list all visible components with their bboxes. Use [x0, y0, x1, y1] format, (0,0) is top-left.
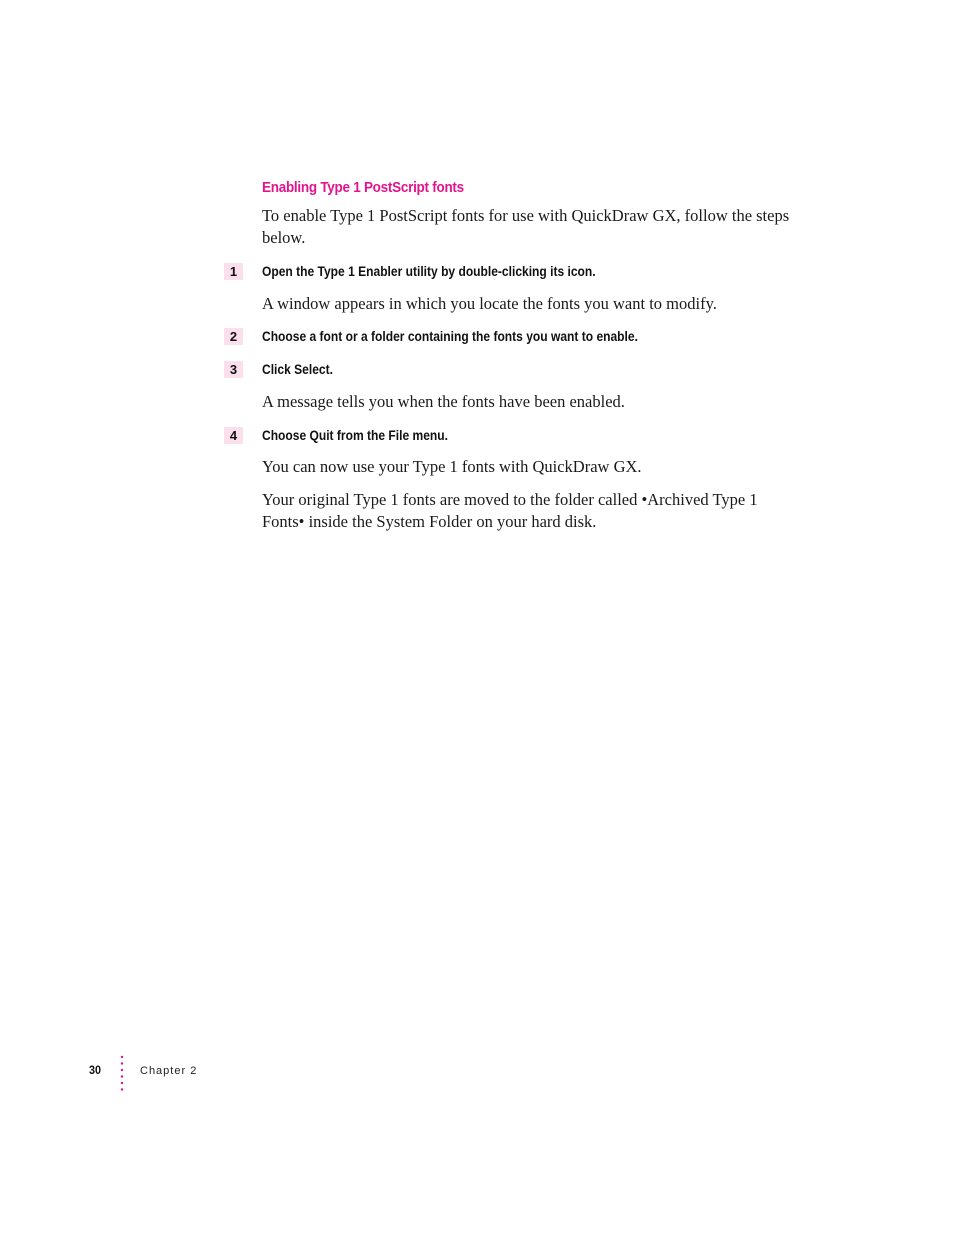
step-number-1: 1 [224, 263, 243, 280]
step-text-3: Click Select. [262, 361, 333, 377]
intro-paragraph: To enable Type 1 PostScript fonts for use with QuickDraw GX, follow the steps below. [262, 206, 790, 247]
step-result-3: A message tells you when the fonts have been enabled. [262, 392, 625, 411]
step-text-4: Choose Quit from the File menu. [262, 427, 448, 443]
step-text-2: Choose a font or a folder containing the fonts you want to enable. [262, 328, 638, 344]
section-heading: Enabling Type 1 PostScript fonts [262, 179, 464, 196]
chapter-label: Chapter 2 [140, 1065, 198, 1077]
closing-paragraph: Your original Type 1 fonts are moved to the folder called •Archived Type 1 Fonts• inside the System Folder on your hard disk. [262, 490, 758, 531]
footer-dotted-rule [120, 1055, 124, 1093]
step-text-1: Open the Type 1 Enabler utility by double-clicking its icon. [262, 263, 596, 279]
step-result-4: You can now use your Type 1 fonts with QuickDraw GX. [262, 457, 642, 476]
page-number: 30 [89, 1063, 102, 1077]
step-number-4: 4 [224, 427, 243, 444]
step-number-2: 2 [224, 328, 243, 345]
step-result-1: A window appears in which you locate the fonts you want to modify. [262, 294, 717, 313]
step-number-3: 3 [224, 361, 243, 378]
